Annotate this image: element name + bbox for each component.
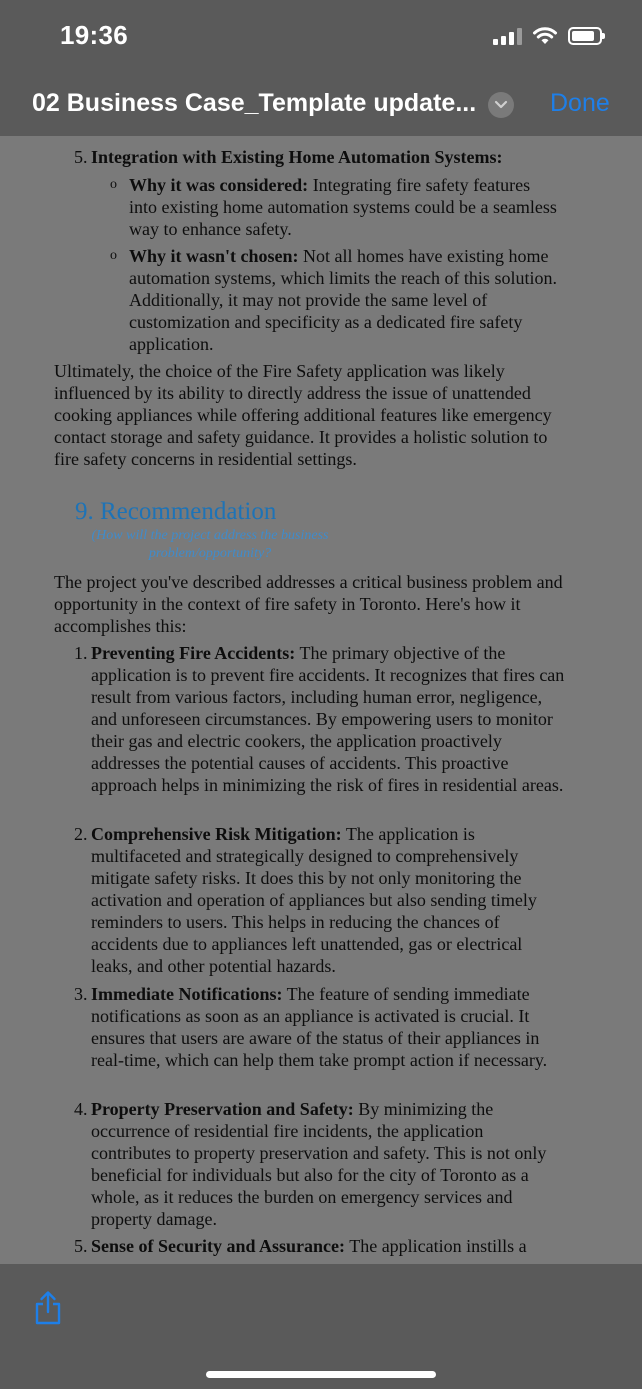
list-item-recommendation	[74, 642, 568, 796]
document-page	[0, 136, 642, 1264]
list-item-title: Preventing Fire Accidents:	[91, 643, 296, 663]
list-item-recommendation	[74, 823, 566, 977]
list-item-text: The feature of sending immediate notifications as soon as an appliance is activated is crucial. It ensures that users are aware of the status of their appliances in real-time, which can help them take prompt action if necessary.	[91, 984, 548, 1070]
list-item-title: Integration with Existing Home Automation Systems:	[91, 147, 503, 167]
list-item-integration	[74, 146, 574, 168]
sub-item-considered	[110, 174, 560, 240]
intro-paragraph: The project you've described addresses a critical business problem and opportunity in the context of fire safety in Toronto. Here's how it accomplishes this:	[54, 572, 563, 636]
list-number: 5.	[74, 147, 88, 167]
list-item-recommendation	[74, 1098, 562, 1230]
bullet: o	[110, 177, 117, 192]
section-note: (How will the project address the business problem/opportunity?	[91, 528, 329, 561]
section-heading: 9. Recommendation	[75, 498, 277, 525]
cellular-signal-icon	[493, 27, 522, 45]
share-icon	[32, 1290, 64, 1326]
list-item-title: Sense of Security and Assurance:	[91, 1236, 346, 1256]
bullet: o	[110, 248, 117, 263]
list-item-text: The primary objective of the application is to prevent fire accidents. It recognizes that fires can result from various factors, including human error, negligence, and unforeseen circumstances. By empowering users to monitor their gas and electric cookers, the application proactively addresses the potential causes of accidents. This proactive approach helps in minimizing the risk of fires in residential areas.	[91, 643, 565, 795]
battery-icon	[568, 27, 602, 45]
wifi-icon	[532, 26, 558, 46]
list-number: 4.	[74, 1099, 88, 1119]
list-number: 3.	[74, 984, 88, 1004]
bottom-toolbar	[0, 1264, 642, 1389]
home-indicator[interactable]	[206, 1371, 436, 1378]
status-bar	[0, 0, 642, 72]
list-item-title: Immediate Notifications:	[91, 984, 283, 1004]
list-item-title: Comprehensive Risk Mitigation:	[91, 824, 342, 844]
share-button[interactable]	[32, 1290, 64, 1326]
sub-item-not-chosen	[110, 245, 570, 355]
chevron-down-icon[interactable]	[488, 92, 514, 118]
status-icons	[493, 24, 602, 48]
sub-item-text: Integrating fire safety features into existing home automation systems could be a seamless way to enhance safety.	[129, 175, 557, 239]
list-item-recommendation	[74, 1235, 574, 1257]
list-item-title: Property Preservation and Safety:	[91, 1099, 354, 1119]
navigation-bar	[0, 72, 642, 136]
done-button[interactable]: Done	[550, 89, 610, 117]
list-item-text: The application is multifaceted and strategically designed to comprehensively mitigate safety risks. It does this by not only monitoring the activation and operation of appliances but also sending timely reminders to users. This helps in reducing the chances of accidents due to appliances left unattended, gas or electrical leaks, and other potential hazards.	[91, 824, 537, 976]
list-item-text: By minimizing the occurrence of residential fire incidents, the application contributes to property preservation and safety. This is not only beneficial for individuals but also for the city of Toronto as a whole, as it reduces the burden on emergency services and property damage.	[91, 1099, 547, 1229]
sub-item-label: Why it wasn't chosen:	[129, 246, 299, 266]
sub-item-text: Not all homes have existing home automation systems, which limits the reach of this solution. Additionally, it may not provide the same level of customization and specificity as a dedicated fire safety application.	[129, 246, 557, 354]
conclusion-paragraph: Ultimately, the choice of the Fire Safety application was likely influenced by its ability to directly address the issue of unattended cooking appliances while offering additional features like emergency contact storage and safety guidance. It provides a holistic solution to fire safety concerns in residential settings.	[54, 361, 552, 469]
status-time: 19:36	[60, 20, 128, 50]
list-number: 5.	[74, 1236, 88, 1256]
list-number: 2.	[74, 824, 88, 844]
sub-item-label: Why it was considered:	[129, 175, 309, 195]
list-number: 1.	[74, 643, 88, 663]
document-viewer[interactable]	[0, 136, 642, 1264]
list-item-text: The application instills a	[349, 1236, 527, 1256]
document-title: 02 Business Case_Template update...	[32, 89, 477, 117]
list-item-recommendation	[74, 983, 568, 1071]
